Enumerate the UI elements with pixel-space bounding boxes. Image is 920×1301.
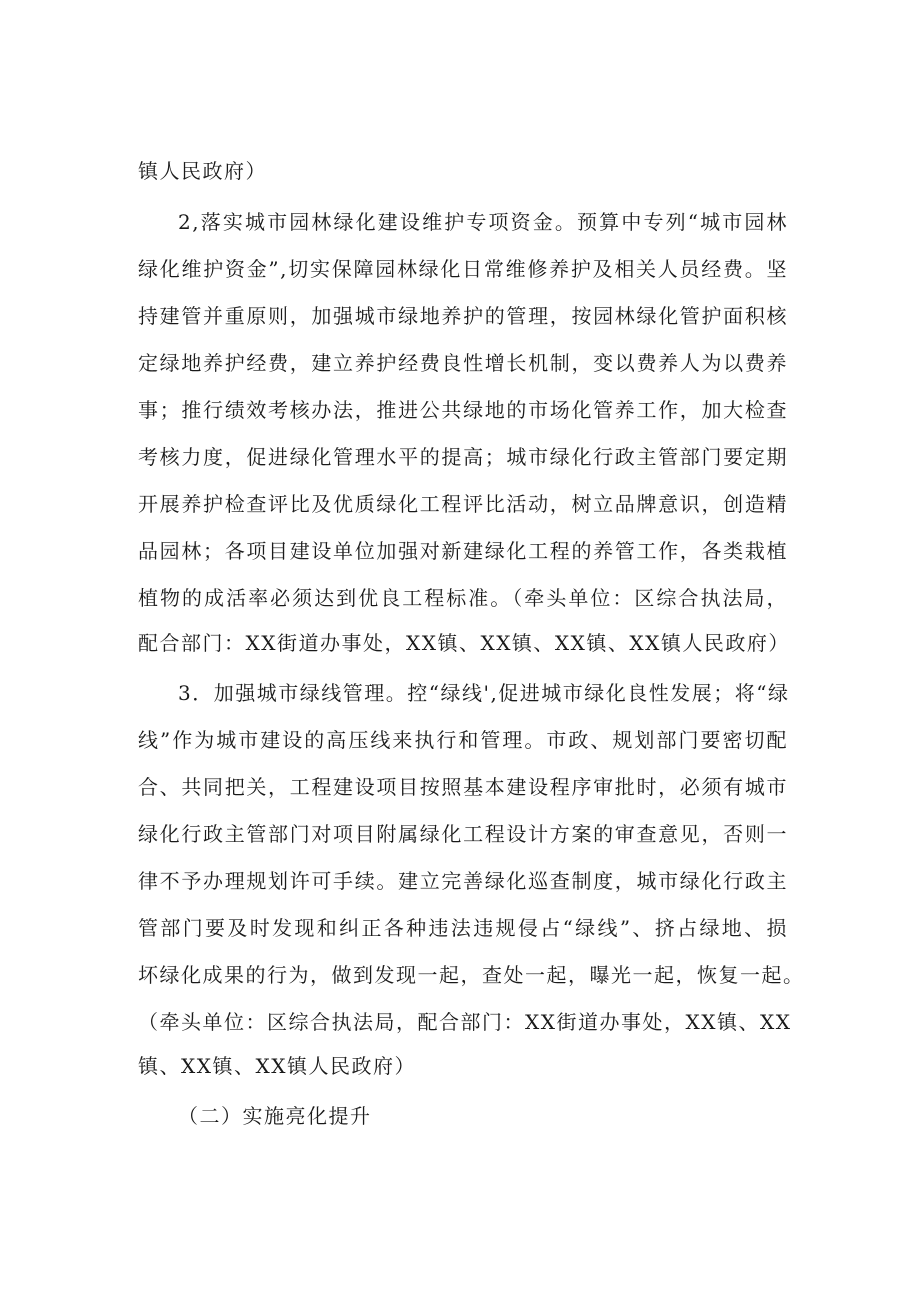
item-3-line: 坏绿化成果的行为，做到发现一起，查处一起，曝光一起，恢复一起。 [138,963,805,987]
item-3-line: 合、共同把关，工程建设项目按照基本建设程序审批时，必须有城市 [138,775,788,799]
paragraph-continuation-line: 镇人民政府） [138,159,267,183]
item-2-line: 事；推行绩效考核办法，推进公共绿地的市场化管养工作，加大检查 [138,398,788,422]
item-3-line: 律不予办理规划许可手续。建立完善绿化巡查制度，城市绿化行政主 [138,869,788,893]
item-3-line: 管部门要及时发现和纠正各种违法违规侵占“绿线”、挤占绿地、损 [138,916,788,940]
item-3-line: 3．加强城市绿线管理。控“绿线',促进城市绿化良性发展；将“绿 [178,681,790,705]
item-2-line: 考核力度，促进绿化管理水平的提高；城市绿化行政主管部门要定期 [138,445,788,469]
item-2-line: 持建管并重原则，加强城市绿地养护的管理，按园林绿化管护面积核 [138,304,788,328]
item-3-line: 镇、XX镇、XX镇人民政府） [138,1054,416,1078]
item-2-line: 绿化维护资金”,切实保障园林绿化日常维修养护及相关人员经费。坚 [138,257,788,281]
item-2-line: 品园林；各项目建设单位加强对新建绿化工程的养管工作，各类栽植 [138,539,788,563]
section-heading: （二）实施亮化提升 [178,1104,372,1128]
item-2-line: 植物的成活率必须达到优良工程标准。（牵头单位：区综合执法局， [138,586,788,610]
item-3-line: 线”作为城市建设的高压线来执行和管理。市政、规划部门要密切配 [138,728,788,752]
item-3-line: 绿化行政主管部门对项目附属绿化工程设计方案的审查意见，否则一 [138,822,788,846]
item-2-line: 配合部门：XX街道办事处，XX镇、XX镇、XX镇、XX镇人民政府） [138,631,790,655]
item-2-line: 开展养护检查评比及优质绿化工程评比活动，树立品牌意识，创造精 [138,492,788,516]
item-2-line: 定绿地养护经费，建立养护经费良性增长机制，变以费养人为以费养 [138,351,788,375]
item-3-line: （牵头单位：区综合执法局，配合部门：XX街道办事处，XX镇、XX [138,1010,792,1034]
item-2-line: 2,落实城市园林绿化建设维护专项资金。预算中专列“城市园林 [178,210,788,234]
